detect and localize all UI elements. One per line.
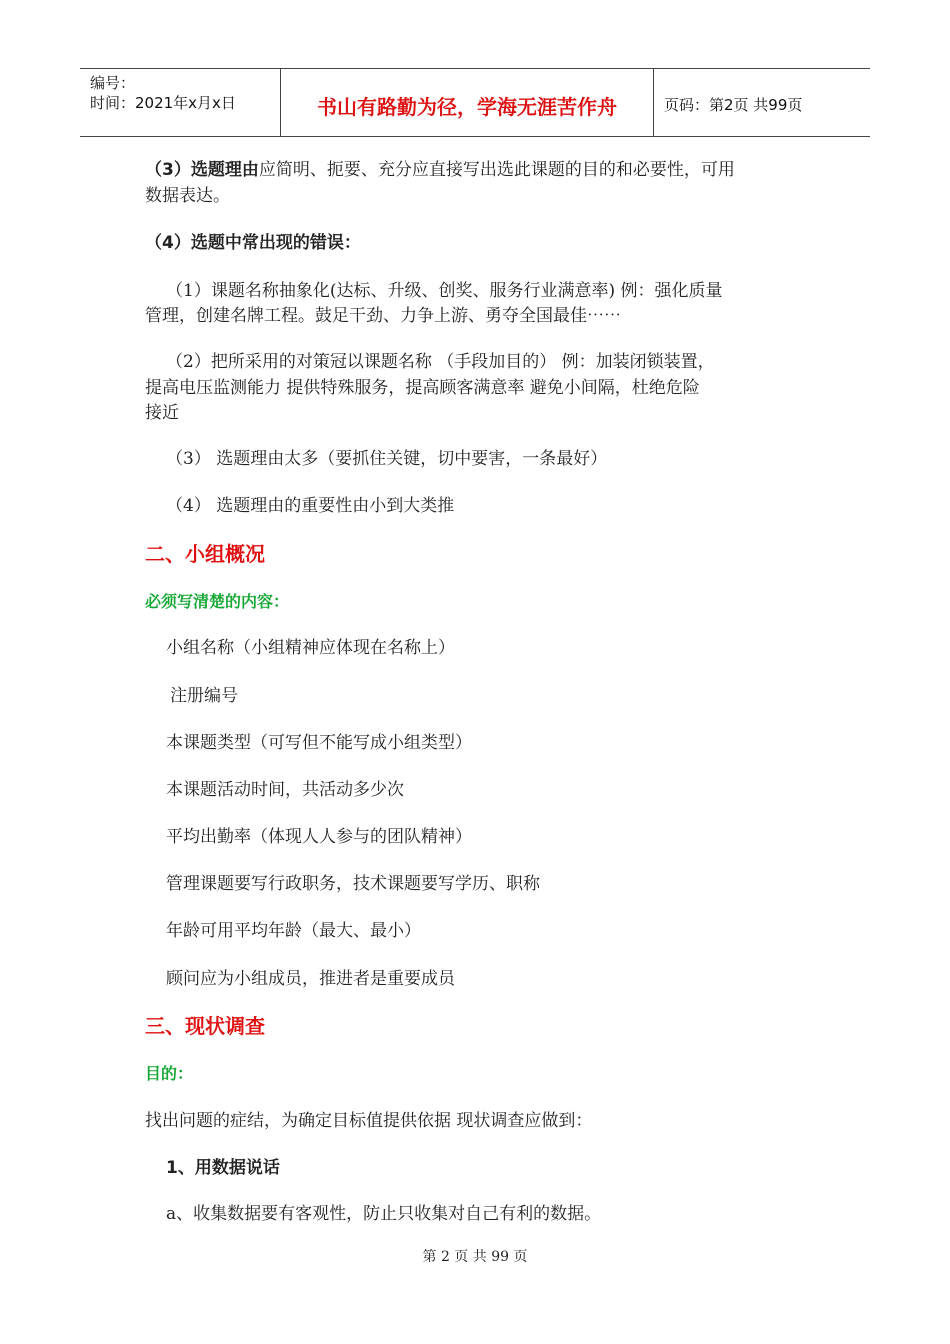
survey-section-title: 三、现状调查 [145,1014,265,1038]
group-item: 小组名称（小组精神应体现在名称上） [166,638,455,658]
error-2-line3: 接近 [145,403,179,423]
error-2-line1: （2）把所采用的对策冠以课题名称 （手段加目的） 例：加装闭锁装置， [166,352,715,372]
page-footer: 第 2 页 共 99 页 [422,1249,528,1265]
group-item: 注册编号 [170,686,238,706]
header-time: 时间：2021年x月x日 [90,94,236,112]
survey-point-1a: a、收集数据要有客观性，防止只收集对自己有利的数据。 [166,1204,602,1224]
reason-3-bold: （3）选题理由 [145,160,259,180]
group-item: 管理课题要写行政职务，技术课题要写学历、职称 [166,874,540,894]
group-section-subtitle: 必须写清楚的内容： [145,592,290,611]
survey-section-subtitle: 目的： [145,1064,194,1083]
reason-3-text: 应简明、扼要、充分应直接写出选此课题的目的和必要性，可用 [258,160,735,180]
survey-point-1: 1、用数据说话 [166,1158,280,1178]
group-item: 本课题活动时间，共活动多少次 [166,780,404,800]
error-4: （4） 选题理由的重要性由小到大类推 [166,496,455,516]
error-1-line1: （1）课题名称抽象化(达标、升级、创奖、服务行业满意率) 例：强化质量 [166,281,723,301]
errors-heading: （4）选题中常出现的错误： [145,233,361,253]
error-1-line2: 管理，创建名牌工程。鼓足干劲、力争上游、勇夺全国最佳⋯⋯ [145,306,621,326]
reason-3-line2: 数据表达。 [145,186,230,206]
header-number: 编号： [90,74,136,92]
group-item: 平均出勤率（体现人人参与的团队精神） [166,827,472,847]
error-2-line2: 提高电压监测能力 提供特殊服务，提高顾客满意率 避免小间隔，杜绝危险 [145,378,700,398]
header-motto-cell [281,69,654,136]
header-motto: 书山有路勤为径，学海无涯苦作舟 [317,95,617,119]
group-item: 本课题类型（可写但不能写成小组类型） [166,733,472,753]
group-item: 年龄可用平均年龄（最大、最小） [166,921,421,941]
error-3: （3） 选题理由太多（要抓住关键，切中要害，一条最好） [166,449,608,469]
reason-paragraph-3 [145,158,735,182]
group-section-title: 二、小组概况 [145,542,265,566]
header-page-cell [654,69,870,136]
group-item: 顾问应为小组成员，推进者是重要成员 [166,969,455,989]
header-page-info: 页码：第2页 共99页 [664,96,803,114]
survey-intro: 找出问题的症结，为确定目标值提供依据 现状调查应做到： [145,1111,593,1131]
header-info-cell [80,69,281,136]
page-header [80,68,870,137]
